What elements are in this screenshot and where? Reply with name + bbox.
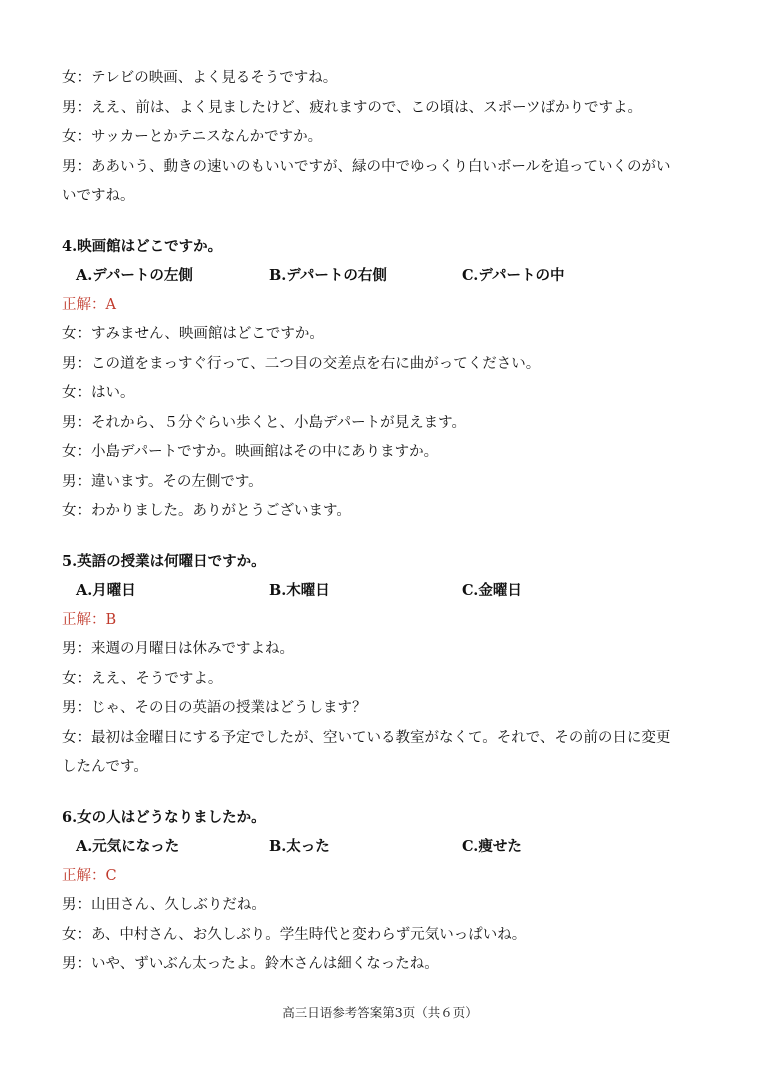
dialogue-line: 女：はい。 — [62, 385, 135, 401]
intro-dialogue — [62, 64, 712, 212]
dialogue-line: 男：いや、ずいぶん太ったよ。鈴木さんは細くなったね。 — [62, 956, 439, 972]
dialogue-line: 女：小島デパートですか。映画館はその中にありますか。 — [62, 444, 439, 460]
dialogue-line: 男：ああいう、動きの速いのもいいですが、緑の中でゆっくり白いボールを追っていくのがい — [62, 158, 671, 175]
answer-options — [62, 832, 712, 862]
option-b: B.太った — [269, 838, 330, 855]
question-title: 6.女の人はどうなりましたか。 — [62, 808, 266, 826]
dialogue-line: 女：あ、中村さん、お久しぶり。学生時代と変わらず元気いっぱいね。 — [62, 926, 527, 943]
option-a: A.月曜日 — [76, 582, 136, 599]
dialogue-line: 男：違います。その左側です。 — [62, 473, 263, 490]
dialogue-line: いですね。 — [62, 188, 135, 204]
section-gap — [62, 212, 712, 232]
page-footer: 高三日语参考答案第3页（共６页） — [282, 1005, 478, 1020]
dialogue-line: 女：ええ、そうですよ。 — [62, 670, 223, 687]
dialogue-line: 男：この道をまっすぐ行って、二つ目の交差点を右に曲がってください。 — [62, 355, 541, 372]
dialogue-line: 女：最初は金曜日にする予定でしたが、空いている教室がなくて。それで、その前の日に変更 — [62, 729, 671, 746]
question-5 — [62, 547, 712, 783]
dialogue-line: 女：わかりました。ありがとうございます。 — [62, 503, 351, 519]
answer-options — [62, 576, 712, 606]
question-6 — [62, 803, 712, 980]
option-a: A.デパートの左側 — [76, 267, 193, 284]
option-b: B.木曜日 — [269, 582, 330, 599]
dialogue-line: 男：山田さん、久しぶりだね。 — [62, 897, 266, 913]
dialogue-line: 男：来週の月曜日は休みですよね。 — [62, 641, 294, 657]
answer-options — [62, 261, 712, 291]
dialogue-line: 男：それから、５分ぐらい歩くと、小島デパートが見えます。 — [62, 414, 466, 431]
dialogue-line: 女：テレビの映画、よく見るそうですね。 — [62, 70, 338, 86]
question-title: 5.英語の授業は何曜日ですか。 — [62, 552, 266, 570]
dialogue-line: 男：じゃ、その日の英語の授業はどうします？ — [62, 700, 367, 716]
option-c: C.デパートの中 — [462, 267, 565, 284]
question-title: 4.映画館はどこですか。 — [62, 237, 223, 255]
option-a: A.元気になった — [76, 838, 180, 855]
option-b: B.デパートの右側 — [269, 267, 387, 284]
dialogue-line: 女：すみません、映画館はどこですか。 — [62, 326, 324, 342]
section-gap — [62, 527, 712, 547]
correct-answer: 正解：B — [62, 611, 117, 628]
option-c: C.金曜日 — [462, 582, 522, 599]
correct-answer: 正解：C — [62, 867, 117, 884]
section-gap — [62, 783, 712, 803]
option-c: C.痩せた — [462, 838, 522, 855]
document-content — [62, 64, 712, 980]
question-4 — [62, 232, 712, 527]
dialogue-line: 女：サッカーとかテニスなんかですか。 — [62, 129, 323, 145]
correct-answer: 正解：A — [62, 296, 116, 313]
dialogue-line: 男：ええ、前は、よく見ましたけど、疲れますので、この頃は、スポーツばかりですよ。 — [62, 99, 642, 116]
dialogue-line: したんです。 — [62, 759, 148, 775]
